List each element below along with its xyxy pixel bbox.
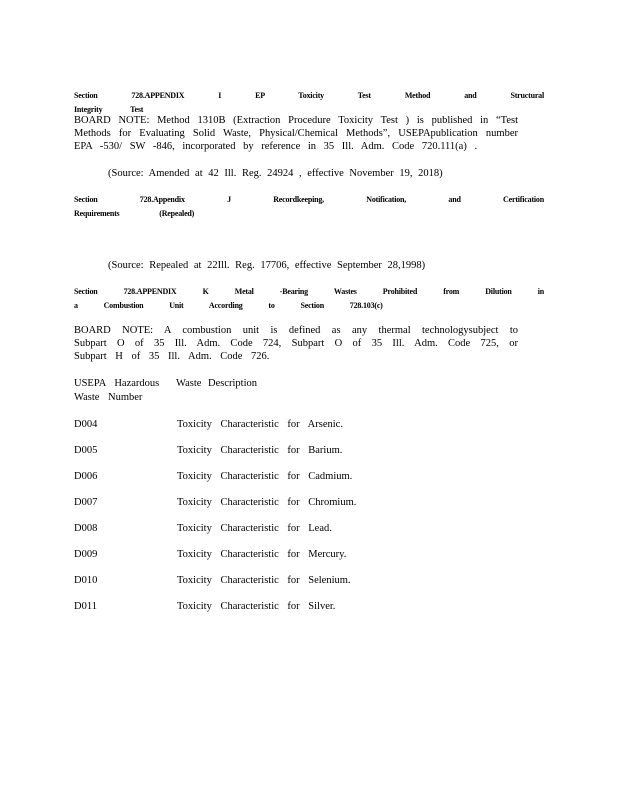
waste-code: D004: [74, 419, 98, 430]
column-header-waste-number: USEPA Hazardous Waste Number: [74, 378, 160, 403]
waste-description: Toxicity Characteristic for Arsenic.: [177, 419, 343, 430]
waste-description: Toxicity Characteristic for Chromium.: [177, 497, 357, 508]
section-k-board-note: BOARD NOTE: A combustion unit is defined as any thermal technologysubject to Subpart O of 35 Ill. Adm. Code 724, Subpart O of 35 Ill. Adm. Code 725, or Subpart H of 35 Ill. Adm. Code 726.: [74, 325, 518, 362]
waste-code: D008: [74, 523, 98, 534]
waste-code: D010: [74, 575, 98, 586]
section-i-heading: Section 728.APPENDIX I EP Toxicity Test Method and Structural Integrity Test: [74, 91, 544, 114]
table-row: [74, 419, 474, 433]
waste-code: D005: [74, 445, 98, 456]
section-j-heading: Section 728.Appendix J Recordkeeping, Notification, and Certification Requirements (Repealed): [74, 195, 544, 218]
waste-code: D007: [74, 497, 98, 508]
table-row: [74, 575, 474, 589]
table-row: [74, 497, 474, 511]
waste-code: D011: [74, 601, 97, 612]
column-header-waste-description: Waste Description: [176, 378, 258, 389]
table-row: [74, 601, 474, 615]
waste-code: D006: [74, 471, 98, 482]
waste-description: Toxicity Characteristic for Barium.: [177, 445, 343, 456]
waste-description: Toxicity Characteristic for Silver.: [177, 601, 336, 612]
table-row: [74, 445, 474, 459]
section-i-source: (Source: Amended at 42 Ill. Reg. 24924 , effective November 19, 2018): [108, 168, 443, 179]
section-j-source: (Source: Repealed at 22Ill. Reg. 17706, effective September 28,1998): [108, 260, 426, 271]
waste-description: Toxicity Characteristic for Selenium.: [177, 575, 351, 586]
waste-description: Toxicity Characteristic for Cadmium.: [177, 471, 353, 482]
waste-description: Toxicity Characteristic for Mercury.: [177, 549, 347, 560]
section-i-board-note: BOARD NOTE: Method 1310B (Extraction Procedure Toxicity Test ) is published in “Test Methods for Evaluating Solid Waste, Physical/Chemical Methods”, USEPApublication number EPA -530/ SW -846, incorporated by reference in 35 Ill. Adm. Code 720.111(a) .: [74, 115, 518, 152]
table-row: [74, 471, 474, 485]
table-row: [74, 523, 474, 537]
waste-description: Toxicity Characteristic for Lead.: [177, 523, 332, 534]
table-row: [74, 549, 474, 563]
waste-code: D009: [74, 549, 98, 560]
section-k-heading: Section 728.APPENDIX K Metal -Bearing Wastes Prohibited from Dilution in a Combustion Unit According to Section 728.103(c): [74, 287, 544, 310]
